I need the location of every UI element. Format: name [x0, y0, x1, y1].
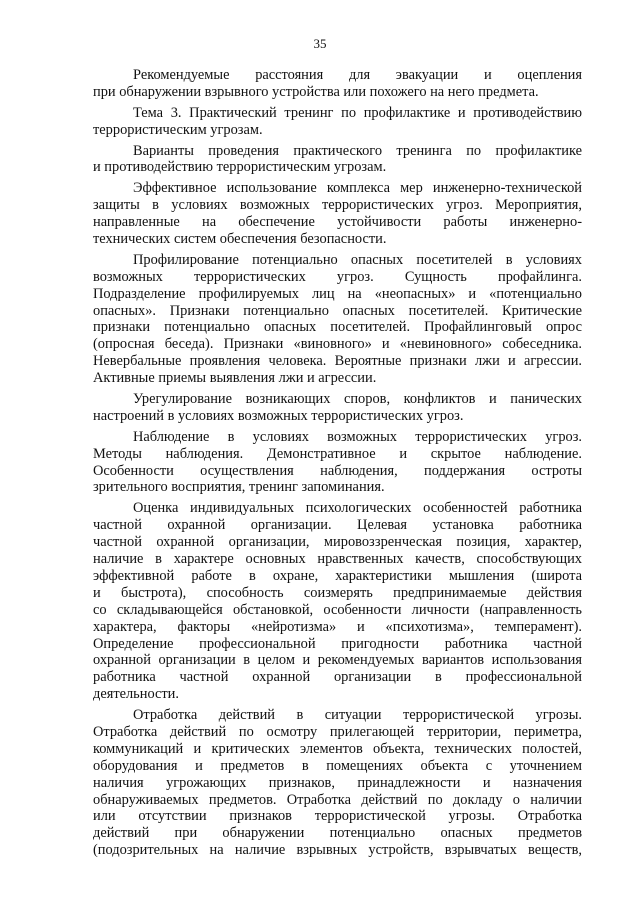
text-line: оборудования и предметов в помещениях объекта с уточнением: [93, 757, 582, 774]
text-line: со складывающейся обстановкой, особенности личности (направленность: [93, 601, 582, 618]
text-line: Урегулирование возникающих споров, конфликтов и панических: [133, 391, 582, 408]
document-body: [93, 67, 582, 863]
text-line: частной охранной организации, мировоззренческая позиция, характер,: [93, 534, 582, 551]
text-line: частной охранной организации. Целевая установка работника: [93, 517, 582, 534]
text-line: возможных террористических угроз. Сущность профайлинга.: [93, 268, 582, 285]
text-line: наличие в характере основных нравственных качеств, способствующих: [93, 551, 582, 568]
paragraph: [93, 105, 582, 139]
text-line: коммуникаций и критических элементов объекта, технических полостей,: [93, 740, 582, 757]
paragraph: [93, 67, 582, 101]
paragraph: [93, 707, 582, 859]
text-line: Особенности осуществления наблюдения, поддержания остроты: [93, 462, 582, 479]
text-line: при обнаружении взрывного устройства или похожего на него предмета.: [93, 83, 539, 100]
text-line: защиты в условиях возможных террористических угроз. Мероприятия,: [93, 197, 582, 214]
text-line: (подозрительных на наличие взрывных устройств, взрывчатых веществ,: [93, 842, 582, 859]
text-line: действий при обнаружении потенциально опасных предметов: [93, 825, 582, 842]
text-line: опасных». Признаки потенциально опасных посетителей. Критические: [93, 302, 582, 319]
text-line: зрительного восприятия, тренинг запоминания.: [93, 479, 385, 496]
text-line: работника частной охранной организации в профессиональной: [93, 669, 582, 686]
text-line: Определение профессиональной пригодности работника частной: [93, 635, 582, 652]
text-line: (опросная беседа). Признаки «виновного» и «невиновного» собеседника.: [93, 336, 582, 353]
text-line: эффективной работе в охране, характеристики мышления (широта: [93, 567, 582, 584]
text-line: Варианты проведения практического тренинга по профилактике: [133, 142, 582, 159]
text-line: Подразделение профилируемых лиц на «неопасных» и «потенциально: [93, 285, 582, 302]
text-line: технических систем обеспечения безопасности.: [93, 231, 387, 248]
text-line: признаки потенциально опасных посетителей. Профайлинговый опрос: [93, 319, 582, 336]
paragraph: [93, 180, 582, 248]
paragraph: [93, 143, 582, 177]
text-line: Наблюдение в условиях возможных террористических угроз.: [133, 428, 582, 445]
text-line: Методы наблюдения. Демонстративное и скрытое наблюдение.: [93, 445, 582, 462]
text-line: характера, факторы «нейротизма» и «психотизма», темперамент).: [93, 618, 582, 635]
page-number: 35: [313, 36, 327, 51]
text-line: направленные на обеспечение устойчивости работы инженерно-: [93, 214, 582, 231]
text-line: Отработка действий в ситуации террористической угрозы.: [133, 707, 582, 724]
text-line: охранной организации в целом и рекомендуемых вариантов использования: [93, 652, 582, 669]
text-line: Эффективное использование комплекса мер инженерно-технической: [133, 180, 582, 197]
text-line: Оценка индивидуальных психологических особенностей работника: [133, 500, 582, 517]
paragraph: [93, 500, 582, 703]
text-line: и быстрота), способность соизмерять предпринимаемые действия: [93, 584, 582, 601]
paragraph: [93, 252, 582, 387]
text-line: настроений в условиях возможных террористических угроз.: [93, 407, 464, 424]
text-line: обнаруживаемых предметов. Отработка действий по докладу о наличии: [93, 791, 582, 808]
text-line: Тема 3. Практический тренинг по профилактике и противодействию: [133, 104, 582, 121]
text-line: или отсутствии признаков террористической угрозы. Отработка: [93, 808, 582, 825]
text-line: Профилирование потенциально опасных посетителей в условиях: [133, 251, 582, 268]
paragraph: [93, 391, 582, 425]
text-line: Рекомендуемые расстояния для эвакуации и оцепления: [133, 67, 582, 83]
text-line: Отработка действий по осмотру прилегающей территории, периметра,: [93, 723, 582, 740]
text-line: наличия угрожающих признаков, принадлежности и назначения: [93, 774, 582, 791]
text-line: деятельности.: [93, 686, 179, 703]
text-line: и противодействию террористическим угрозам.: [93, 159, 387, 176]
text-line: Невербальные проявления человека. Вероятные признаки лжи и агрессии.: [93, 353, 582, 370]
paragraph: [93, 429, 582, 497]
text-line: террористическим угрозам.: [93, 121, 263, 138]
text-line: Активные приемы выявления лжи и агрессии.: [93, 370, 377, 387]
